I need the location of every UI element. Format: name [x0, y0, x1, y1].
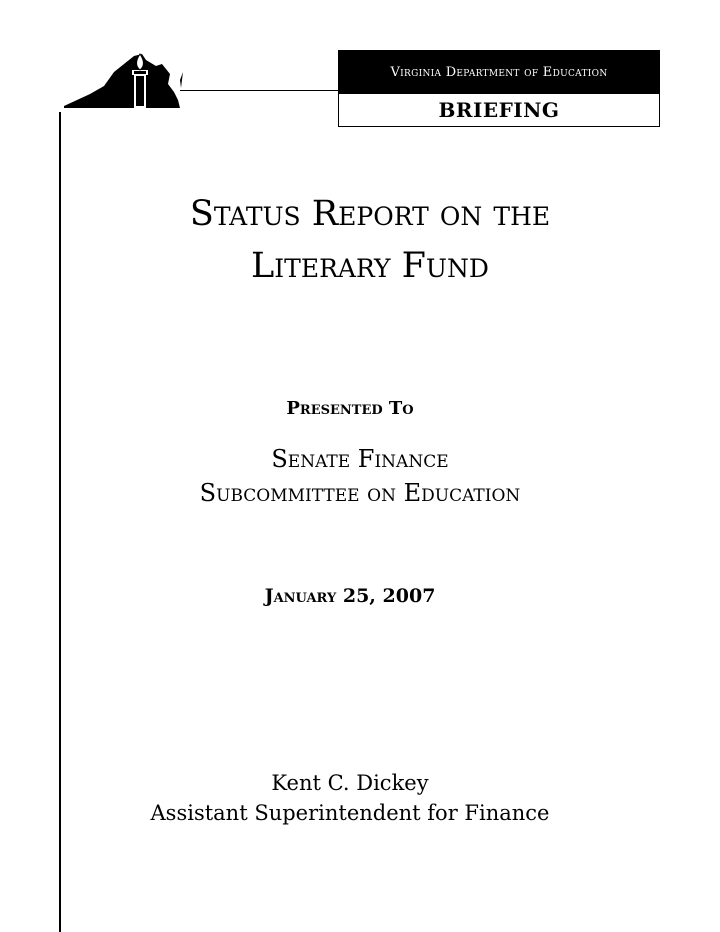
report-title-line-1: Status Report on the [189, 194, 551, 234]
committee-line-2: Subcommittee on Education [199, 479, 521, 507]
committee-name [140, 442, 580, 510]
author-block [130, 768, 570, 828]
virginia-torch-logo-icon [62, 50, 184, 112]
document-type: BRIEFING [438, 98, 560, 122]
author-name: Kent C. Dickey [271, 771, 429, 795]
left-margin-rule [59, 112, 61, 932]
committee-line-1: Senate Finance [271, 445, 449, 473]
header-rule [180, 90, 340, 91]
presented-to-label: Presented To [286, 398, 414, 419]
report-title [140, 188, 600, 292]
briefing-header-box [338, 50, 660, 127]
author-role: Assistant Superintendent for Finance [150, 801, 550, 825]
report-title-line-2: Literary Fund [251, 246, 489, 286]
department-name: Virginia Department of Education [339, 51, 659, 94]
presentation-date: January 25, 2007 [264, 585, 436, 607]
